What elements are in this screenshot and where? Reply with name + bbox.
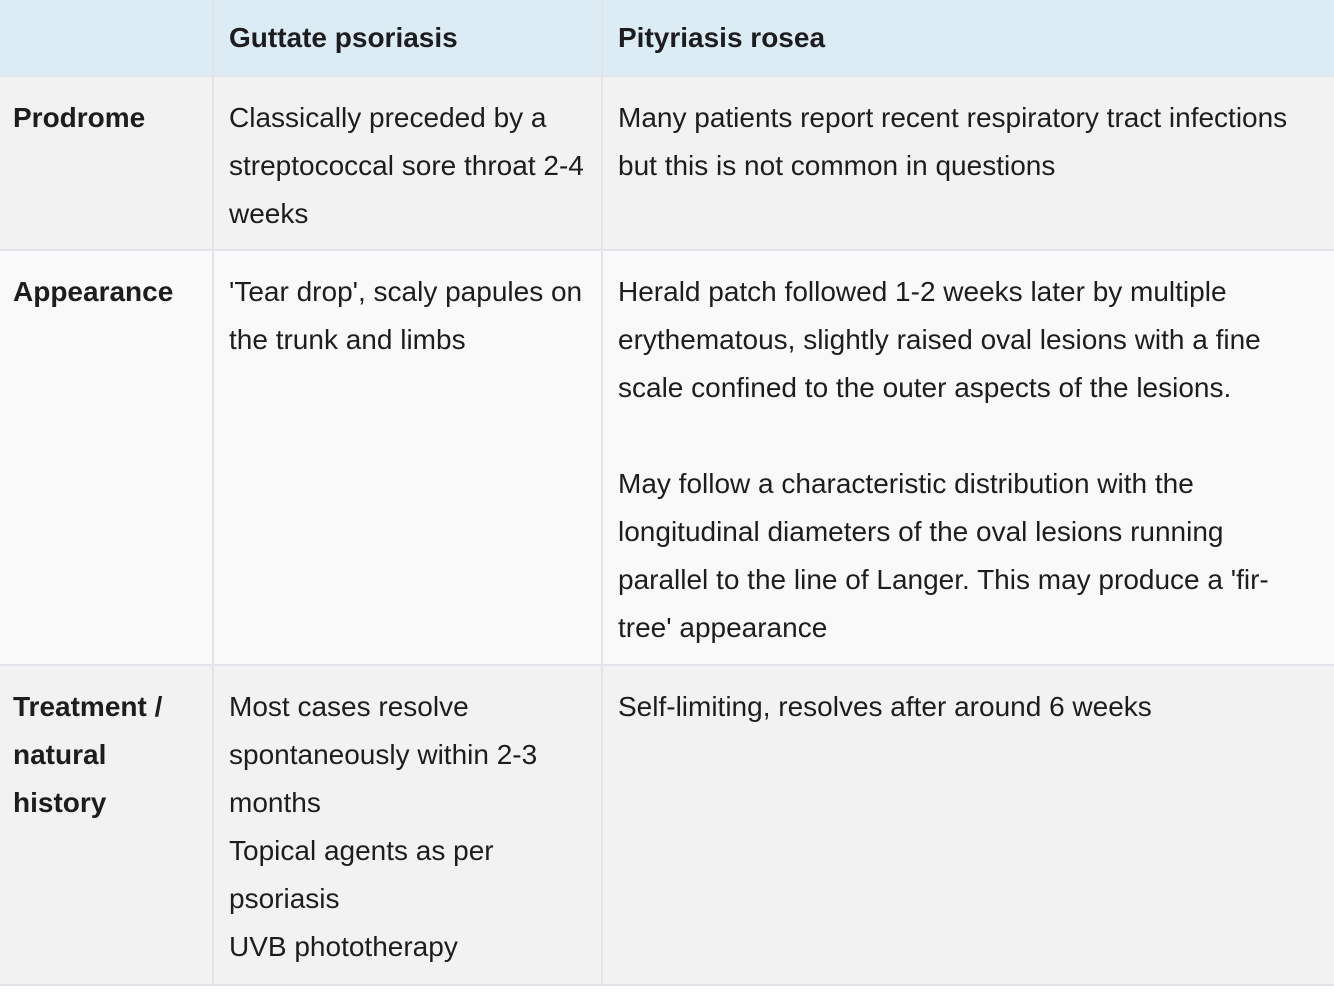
row-label-treatment: Treatment / natural history: [0, 665, 213, 985]
treatment-guttate-line: UVB phototherapy: [229, 931, 458, 962]
appearance-rosea-paragraph-2: May follow a characteristic distribution with the longitudinal diameters of the oval lesions running parallel to the line of Langer. This may produce a 'fir-tree' appearance: [618, 468, 1269, 643]
cell-prodrome-guttate: Classically preceded by a streptococcal sore throat 2-4 weeks: [213, 76, 602, 250]
header-pityriasis-rosea: Pityriasis rosea: [602, 0, 1334, 76]
cell-appearance-guttate: 'Tear drop', scaly papules on the trunk and limbs: [213, 250, 602, 665]
treatment-guttate-line: Topical agents as per psoriasis: [229, 835, 494, 914]
row-label-appearance: Appearance: [0, 250, 213, 665]
header-guttate-psoriasis: Guttate psoriasis: [213, 0, 602, 76]
table-row: [0, 76, 1334, 250]
table-row: [0, 250, 1334, 665]
appearance-rosea-paragraph-1: Herald patch followed 1-2 weeks later by multiple erythematous, slightly raised oval lesions with a fine scale confined to the outer aspects of the lesions.: [618, 276, 1261, 403]
cell-appearance-rosea: [602, 250, 1334, 665]
table-row: [0, 665, 1334, 985]
cell-treatment-guttate: [213, 665, 602, 985]
treatment-guttate-line: Most cases resolve spontaneously within 2-3 months: [229, 691, 538, 818]
header-empty-cell: [0, 0, 213, 76]
cell-prodrome-rosea: Many patients report recent respiratory tract infections but this is not common in questions: [602, 76, 1334, 250]
row-label-prodrome: Prodrome: [0, 76, 213, 250]
header-row: [0, 0, 1334, 76]
cell-treatment-rosea: Self-limiting, resolves after around 6 weeks: [602, 665, 1334, 985]
